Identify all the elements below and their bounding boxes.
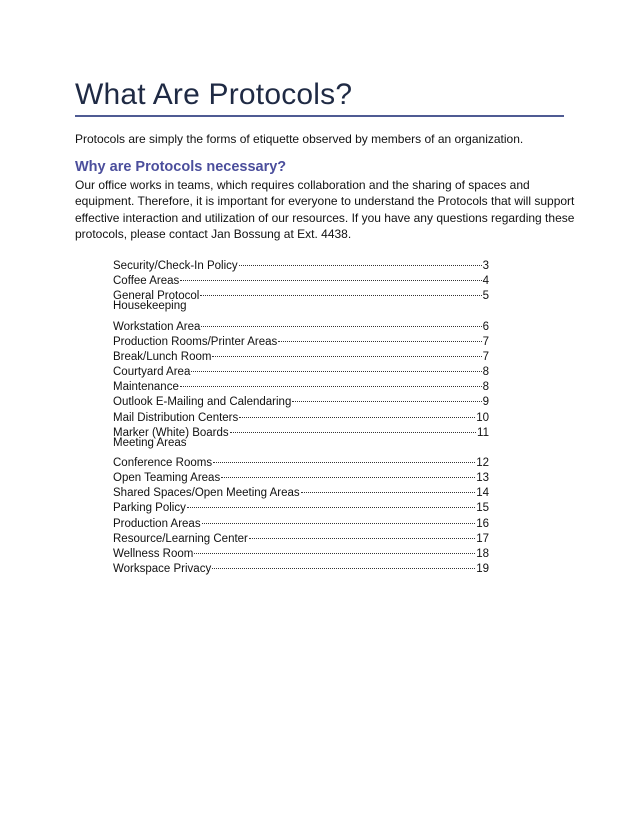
toc-entry-label: Maintenance [113,381,179,394]
toc-dot-leader [213,451,475,466]
toc-entry-label: Shared Spaces/Open Meeting Areas [113,487,300,500]
paragraph-line: effective interaction and utilization of our resources. If you have any questions regarding these [75,210,575,225]
paragraph-line: protocols, please contact Jan Bossung at Ext. 4438. [75,226,352,241]
toc-entry[interactable] [113,315,489,333]
toc-group-heading [113,436,489,451]
toc-entry-label: Production Areas [113,517,201,530]
toc-dot-leader [278,330,481,345]
toc-entry-page: 12 [476,456,489,469]
toc-entry-page: 5 [482,290,489,303]
toc-entry-label: Resource/Learning Center [113,532,248,545]
toc-entry[interactable] [113,254,489,273]
toc-dot-leader [249,527,475,542]
toc-entry-label: Production Rooms/Printer Areas [113,335,278,348]
toc-dot-leader [230,421,476,436]
toc-dot-leader [201,315,481,330]
toc-dot-leader [212,557,475,572]
title-divider [75,115,564,117]
toc-entry[interactable] [113,451,489,469]
toc-entry-page: 3 [482,260,489,273]
toc-entry-label: Housekeeping [113,300,187,313]
toc-dot-leader [212,345,481,360]
toc-dot-leader [180,269,481,284]
toc-entry-label: Outlook E-Mailing and Calendaring [113,396,292,409]
toc-dot-leader [200,284,481,299]
intro-text: Protocols are simply the forms of etiquette observed by members of an organization. [75,132,524,146]
toc-group-heading [113,299,489,314]
toc-dot-leader [180,375,482,390]
table-of-contents [113,254,489,575]
toc-entry-label: Parking Policy [113,502,186,515]
toc-entry-page: 7 [482,335,489,348]
toc-entry-label: Courtyard Area [113,366,191,379]
toc-entry-label: General Protocol [113,290,200,303]
toc-entry-label: Open Teaming Areas [113,472,221,485]
toc-entry-page: 8 [482,366,489,379]
toc-entry-page: 17 [476,532,489,545]
toc-entry-label: Break/Lunch Room [113,350,212,363]
toc-entry-label: Workspace Privacy [113,562,212,575]
toc-entry-page: 15 [476,502,489,515]
toc-entry-label: Meeting Areas [113,436,187,449]
toc-entry-page: 11 [477,426,489,439]
toc-entry-page: 19 [476,562,489,575]
toc-entry-label: Marker (White) Boards [113,426,229,439]
toc-dot-leader [239,254,482,269]
toc-dot-leader [191,360,481,375]
toc-entry-page: 10 [476,411,489,424]
toc-entry-page: 16 [476,517,489,530]
toc-entry-label: Coffee Areas [113,275,180,288]
toc-entry-page: 8 [482,381,489,394]
toc-dot-leader [221,466,475,481]
toc-entry-page: 9 [482,396,489,409]
toc-entry-page: 4 [482,275,489,288]
page-title: What Are Protocols? [75,78,353,111]
toc-dot-leader [194,542,475,557]
toc-entry-page: 7 [482,350,489,363]
toc-dot-leader [301,481,476,496]
toc-dot-leader [187,496,475,511]
section-heading: Why are Protocols necessary? [75,159,287,175]
paragraph-line: Our office works in teams, which requires collaboration and the sharing of spaces and [75,178,530,192]
toc-entry-page: 6 [482,320,489,333]
toc-dot-leader [239,405,475,420]
paragraph-line: equipment. Therefore, it is important for everyone to understand the Protocols that will support [75,194,575,209]
toc-entry-page: 18 [476,547,489,560]
toc-entry-label: Conference Rooms [113,456,213,469]
toc-entry-label: Mail Distribution Centers [113,411,239,424]
toc-entry-page: 14 [476,487,489,500]
toc-dot-leader [202,511,476,526]
toc-entry-label: Workstation Area [113,320,201,333]
section-paragraph [75,177,575,242]
toc-entry-label: Wellness Room [113,547,194,560]
toc-entry-page: 13 [476,472,489,485]
toc-dot-leader [292,390,481,405]
toc-entry-label: Security/Check-In Policy [113,260,238,273]
